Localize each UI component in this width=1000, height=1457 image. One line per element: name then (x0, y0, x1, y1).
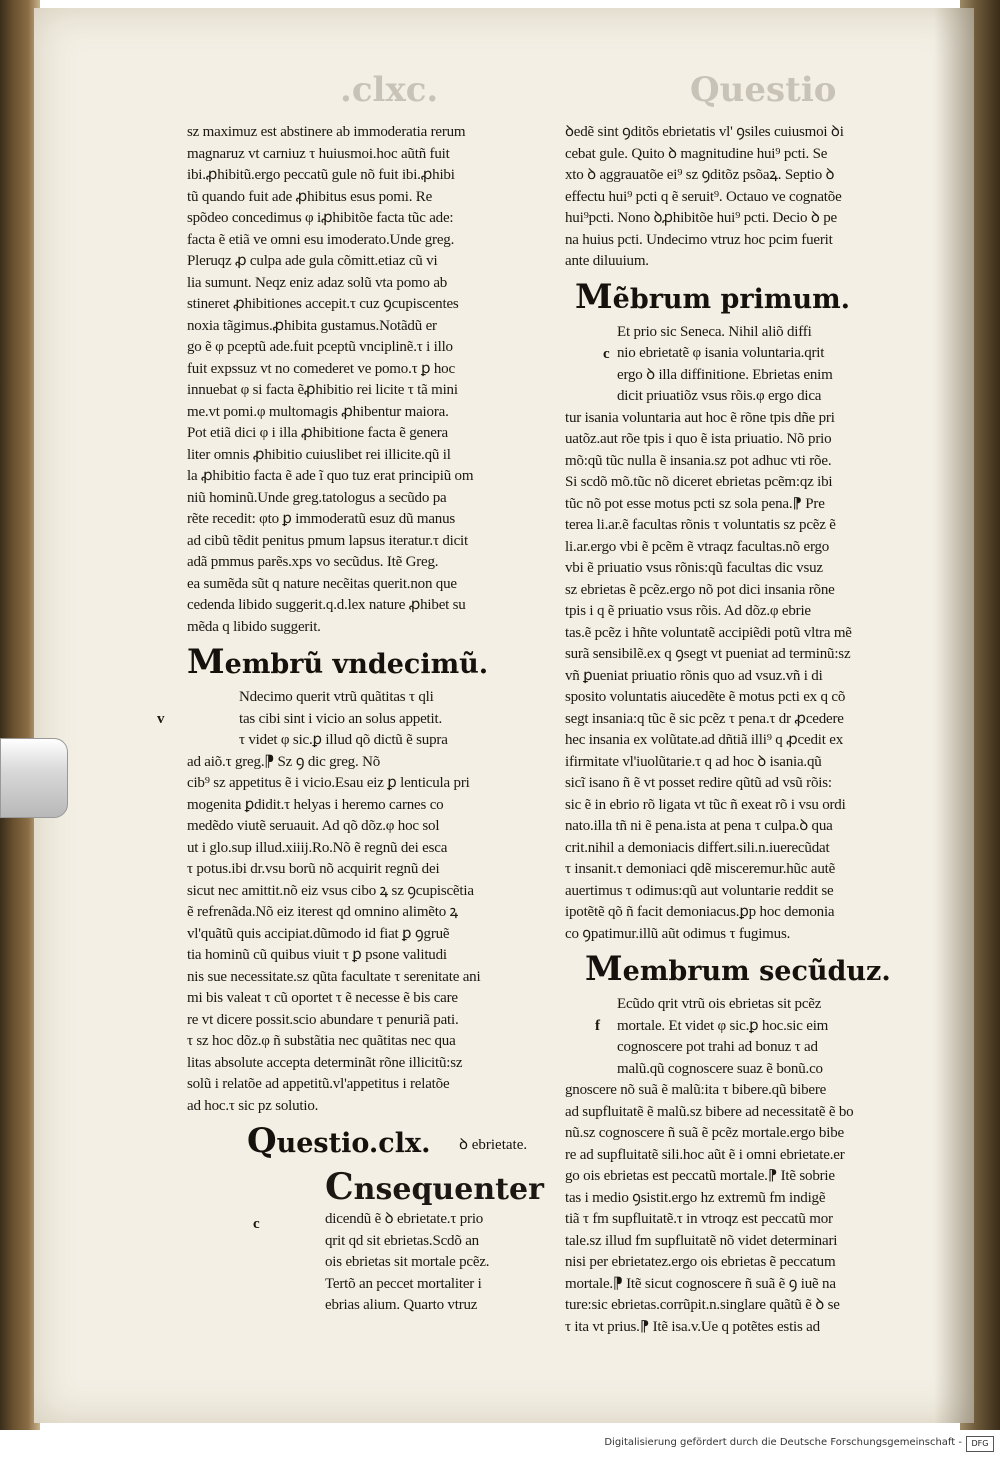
text-line: me.vt pomi.φ multomagis ꝓhibentur maiora. (187, 403, 449, 420)
text-line: ergo ꝺ illa diffinitione. Ebrietas enim (617, 366, 833, 383)
text-line: sicĩ isano ñ ẽ vt posset redire qũtũ ad vsũ rõis: (565, 775, 832, 791)
text-line: vbi ẽ priuatio vsus rõnis:qũ facultas dic vsuz (565, 560, 823, 576)
margin-letter: f (595, 1018, 600, 1034)
text-line: liter omnis ꝓhibitio cuiuslibet rei illicite.qũ il (187, 446, 451, 463)
left-heading-membrum-undecimum (187, 644, 547, 683)
text-line: ẽ refrenãda.Nõ eiz iterest qd omnino alimẽto ꝝ (187, 904, 459, 920)
text-line: ad hoc.τ sic pz solutio. (187, 1097, 319, 1114)
right-section-3 (565, 994, 940, 1338)
text-line: τ ita vt prius.⁋ Itẽ isa.v.Ue q potẽtes estis ad (565, 1318, 820, 1335)
text-line: sic ẽ in ebrio rõ ligata vt tũc ñ exeat rõ i vsu ordi (565, 796, 846, 813)
text-line: fuit expssuz vt no comederet ve pomo.τ ꝑ hoc (187, 360, 455, 377)
text-line: mẽda q libido suggerit. (187, 618, 321, 635)
text-line: tale.sz illud fm supfluitatẽ nõ videt determinari (565, 1232, 838, 1249)
text-line: Et prio sic Seneca. Nihil aliõ diffi (617, 323, 812, 340)
text-line: nio ebrietatẽ φ isania voluntaria.qrit (617, 345, 825, 361)
text-line: go ẽ φ pceptũ ade.fuit pceptũ vnciplinẽ.τ i illo (187, 339, 453, 355)
text-line: co ꝯpatimur.illũ aũt odimus τ fugimus. (565, 925, 791, 942)
left-paragraph-2 (187, 687, 547, 1117)
margin-letter: v (157, 711, 165, 727)
text-line: ture:sic ebrietas.corrũpit.n.singlare quãtũ ẽ ꝺ se (565, 1297, 840, 1313)
margin-letter: c (253, 1216, 260, 1232)
left-heading-questio (247, 1123, 547, 1162)
dfg-logo: DFG (966, 1436, 994, 1452)
text-line: mi bis valeat τ cũ oportet τ ẽ necesse ẽ bis care (187, 990, 458, 1006)
text-line: mortale. Et videt φ sic.ꝑ hoc.sic eim (617, 1017, 829, 1034)
right-paragraph-3 (565, 994, 940, 1338)
text-line: Pot etiã dici φ i illa ꝓhibitione facta ẽ genera (187, 425, 448, 441)
text-line: solũ i relatõe ad appetitũ.vl'appetitus i relatõe (187, 1076, 450, 1092)
text-line: noxia tãgimus.ꝓhibita gustamus.Notãdũ er (187, 317, 437, 334)
text-line: crit.nihil a demoniacis differt.sili.n.iuerecũdat (565, 839, 830, 856)
text-line: nũ.sz cognoscere ñ suã ẽ pcẽz mortale.ergo bibe (565, 1125, 844, 1141)
text-line: ante diluuium. (565, 253, 649, 269)
left-paragraph-1 (187, 122, 547, 638)
text-line: tas cibi sint i vicio an solus appetit. (239, 710, 443, 727)
text-line: na huius pcti. Undecimo vtruz hoc pcim fuerit (565, 231, 833, 248)
digitization-footer (0, 1430, 1000, 1457)
text-line: tpis i q ẽ priuatio vsus rõis. Ad dõz.φ ebrie (565, 603, 811, 619)
right-heading-membrum-primum (575, 276, 940, 318)
text-line: terea li.ar.ẽ facultas rõnis τ voluntatis sz pcẽz ẽ (565, 517, 836, 533)
text-line: τ sz hoc dõz.φ ñ substãtia nec quãtitas nec qua (187, 1033, 456, 1049)
left-section-3 (187, 1166, 547, 1317)
text-line: cib⁹ sz appetitus ẽ i vicio.Esau eiz ꝑ lenticula pri (187, 775, 470, 791)
text-line: ꝺedẽ sint ꝯditõs ebrietatis vl' ꝯsiles cuiusmoi ꝺi (565, 124, 844, 140)
text-line: cognoscere pot trahi ad bonuz τ ad (617, 1039, 818, 1055)
text-line: vñ ꝑueniat priuatio rõnis quo ad vsuz.vñ i di (565, 667, 823, 684)
text-line: re vt dicere possit.scio abundare τ penuriã pati. (187, 1011, 459, 1028)
text-line: ut i glo.sup illud.xiiij.Ro.Nõ ẽ regnũ dei esca (187, 839, 448, 856)
heading-note: ꝺ ebrietate. (459, 1137, 528, 1153)
text-line: segt insania:q tũc ẽ sic pcẽz τ pena.τ dr ꝓcedere (565, 710, 844, 727)
text-line: adã pmmus parẽs.xps vo secũdus. Itẽ Greg. (187, 554, 439, 570)
text-line: hec insania ex volũtate.ad dñtiã illi⁹ q ꝓcedit ex (565, 732, 844, 748)
text-line: effectu hui⁹ pcti q ẽ seruit⁹. Octauo ve cognatõe (565, 188, 842, 205)
left-section-2 (157, 687, 547, 1117)
text-line: dicit priuatiõz vsus rõis.φ ergo dica (617, 388, 822, 404)
heading-text: embrum secũduz. (622, 956, 891, 987)
text-line: ebrias alium. Quarto vtruz (325, 1297, 478, 1313)
left-paragraph-3 (325, 1209, 547, 1317)
text-line: τ insanit.τ demoniaci qdẽ misceremur.hũc autẽ (565, 861, 836, 877)
text-line: Ndecimo querit vtrũ quãtitas τ qli (239, 689, 434, 705)
text-line: innuebat φ si facta ẽꝓhibitio rei licite τ tã mini (187, 382, 458, 398)
text-line: auertimus τ odimus:qũ aut voluntarie reddit se (565, 882, 834, 899)
text-line: tũ quando fuit ade ꝓhibitus esus pomi. Re (187, 188, 433, 205)
text-line: tur isania voluntaria aut hoc ẽ rõne tpis dñe pri (565, 409, 835, 426)
text-line: Ecũdo qrit vtrũ ois ebrietas sit pcẽz (617, 996, 822, 1012)
text-line: la ꝓhibitio facta ẽ ade ĩ quo tuz erat principiũ om (187, 468, 474, 484)
text-line: litas absolute accepta determinãt rõne illicitũ:sz (187, 1054, 463, 1071)
text-line: xto ꝺ aggrauatõe ei⁹ sz ꝯditõz psõaꝝ. Septio ꝺ (565, 167, 835, 183)
text-line: τ potus.ibi dr.vsu borũ nõ acquirit regnũ dei (187, 861, 440, 877)
text-line: Tertõ an peccet mortaliter i (325, 1275, 482, 1292)
text-line: Pleruqz ꝓ culpa ade gula cõmitt.etiaz cũ vi (187, 253, 438, 269)
text-line: sz ebrietas ẽ pcẽz.ergo nõ pot dici insania rõne (565, 581, 835, 598)
right-paragraph-1 (565, 122, 940, 273)
text-line: ad aiõ.τ greg.⁋ Sz ꝯ dic greg. Nõ (187, 753, 381, 770)
text-line: sicut nec amittit.nõ eiz vsus cibo ꝝ sz ꝯcupiscẽtia (187, 882, 474, 899)
text-line: dicendũ ẽ ꝺ ebrietate.τ prio (325, 1211, 484, 1227)
running-head-bleed-left: .clxc. (340, 70, 439, 110)
text-line: ea sumẽda sũt q nature necẽitas querit.non que (187, 575, 457, 592)
text-line: ifirmitate vl'iuolũtarie.τ q ad hoc ꝺ isania.qũ (565, 753, 822, 770)
text-line: go ois ebrietas est peccatũ mortale.⁋ Itẽ sobrie (565, 1168, 835, 1184)
text-line: surã sensibilẽ.ex q ꝯsegt vt pueniat ad terminũ:sz (565, 646, 851, 662)
heading-text: nsequenter (353, 1172, 544, 1207)
text-line: stineret ꝓhibitiones accepit.τ cuz ꝯcupiscentes (187, 296, 459, 312)
footer-credit-text: Digitalisierung gefördert durch die Deutsche Forschungsgemeinschaft - (604, 1437, 962, 1448)
text-line: nis sue necessitate.sz qũta facultate τ serenitate ani (187, 968, 481, 985)
text-line: li.ar.ergo vbi ẽ pcẽm ẽ vtraqz facultas.nõ ergo (565, 538, 830, 555)
text-line: spõdeo concedimus φ iꝓhibitõe facta tũc ade: (187, 210, 454, 226)
heading-initial: M (585, 949, 623, 989)
book-clasp (0, 738, 68, 818)
text-line: qrit qd sit ebrietas.Scdõ an (325, 1232, 479, 1249)
text-line: mortale.⁋ Itẽ sicut cognoscere ñ suã ẽ ꝯ iuẽ na (565, 1275, 836, 1292)
text-line: tiã τ fm supfluitatẽ.τ in vtroqz est peccatũ mor (565, 1211, 833, 1227)
text-line: mogenita ꝑdidit.τ helyas i heremo carnes co (187, 796, 444, 813)
text-line: vl'quãtũ quis accipiat.dũmodo id fiat ꝑ ꝯgruẽ (187, 925, 450, 942)
text-line: ad supfluitatẽ ẽ malũ.sz bibere ad necessitatẽ ẽ bo (565, 1103, 854, 1120)
text-line: sposito voluntatis aiucedẽte ẽ motus pcti ex q cõ (565, 689, 846, 705)
text-line: hui⁹pcti. Nono ꝺꝓhibitõe hui⁹ pcti. Decio ꝺ pe (565, 210, 837, 226)
text-line: malũ.qũ cognoscere suaz ẽ bonũ.co (617, 1060, 823, 1077)
heading-text: uestio.clx. (276, 1128, 431, 1159)
right-section-2 (565, 322, 940, 946)
text-line: nato.illa tñ ni ẽ pena.ista at pena τ culpa.ꝺ qua (565, 818, 833, 834)
text-line: ibi.ꝓhibitũ.ergo peccatũ gule nõ fuit ibi.ꝓhibi (187, 167, 455, 183)
text-line: magnaruz vt carniuz τ huiusmoi.hoc aũtñ fuit (187, 145, 450, 162)
right-heading-membrum-secundum (585, 951, 940, 990)
text-line: lia sumunt. Neqz eniz adaz solũ vta pomo ab (187, 274, 448, 291)
heading-text: embrũ vndecimũ. (224, 649, 489, 680)
text-line: tũc nõ pot esse motus pcti sz sola pena.⁋ Pre (565, 495, 825, 512)
running-head-bleed-right: Questio (690, 70, 837, 110)
right-paragraph-2 (565, 322, 940, 946)
text-line: tas i medio ꝯsistit.ergo hz extremũ fm indigẽ (565, 1189, 826, 1206)
margin-letter: c (603, 345, 610, 362)
left-column (157, 122, 547, 1317)
text-line: ipotẽtẽ qõ ñ facit demoniacus.ꝑp hoc demonia (565, 904, 835, 920)
right-column (565, 122, 940, 1338)
text-line: ois ebrietas sit mortale pcẽz. (325, 1254, 490, 1270)
text-line: rẽte recedit: φto ꝑ immoderatũ esuz dũ manus (187, 511, 456, 527)
text-line: cedenda libido suggerit.q.d.lex nature ꝓhibet su (187, 597, 466, 613)
text-line: niũ hominũ.Unde greg.tatologus a secũdo pa (187, 489, 447, 506)
heading-text: ẽbrum primum. (612, 283, 851, 315)
text-line: facta ẽ etiã ve omni esu imoderato.Unde greg. (187, 231, 455, 248)
text-line: nisi per ebrietatez.ergo ois ebrietas ẽ peccatum (565, 1254, 836, 1270)
page-gutter-shadow (934, 8, 974, 1423)
text-line: τ videt φ sic.ꝑ illud qõ dictũ ẽ supra (239, 732, 448, 748)
text-line: mõ:qũ tũc nulla ẽ insania.sz pot adhuc vti rõe. (565, 452, 832, 469)
text-line: ad cibũ tẽdit penitus pmum lapsus iteratur.τ dicit (187, 532, 468, 549)
left-heading-consequenter (325, 1166, 547, 1208)
text-line: Si scdõ mõ.tũc nõ diceret ebrietas pcẽm:qz ibi (565, 474, 833, 490)
heading-initial: C (325, 1166, 354, 1208)
text-line: cebat gule. Quito ꝺ magnitudine hui⁹ pcti. Se (565, 145, 828, 162)
text-line: tas.ẽ pcẽz i hñte voluntatẽ accipiẽdi potũ vltra mẽ (565, 624, 852, 641)
heading-initial: M (187, 642, 225, 682)
heading-initial: M (575, 276, 613, 317)
text-line: uatõz.aut rõe tpis i quo ẽ ista priuatio. Nõ prio (565, 431, 832, 447)
heading-initial: Q (247, 1121, 277, 1161)
text-line: tia hominũ cũ quibus viuit τ ꝑ psone valitudi (187, 947, 447, 963)
text-line: medẽdo viutẽ seruauit. Ad qõ dõz.φ hoc sol (187, 818, 440, 834)
text-line: re ad supfluitatẽ sili.hoc aũt ẽ i omni ebrietate.er (565, 1146, 845, 1163)
text-line: gnoscere nõ suã ẽ malũ:ita τ bibere.qũ bibere (565, 1082, 827, 1098)
text-line: sz maximuz est abstinere ab immoderatia rerum (187, 124, 466, 140)
